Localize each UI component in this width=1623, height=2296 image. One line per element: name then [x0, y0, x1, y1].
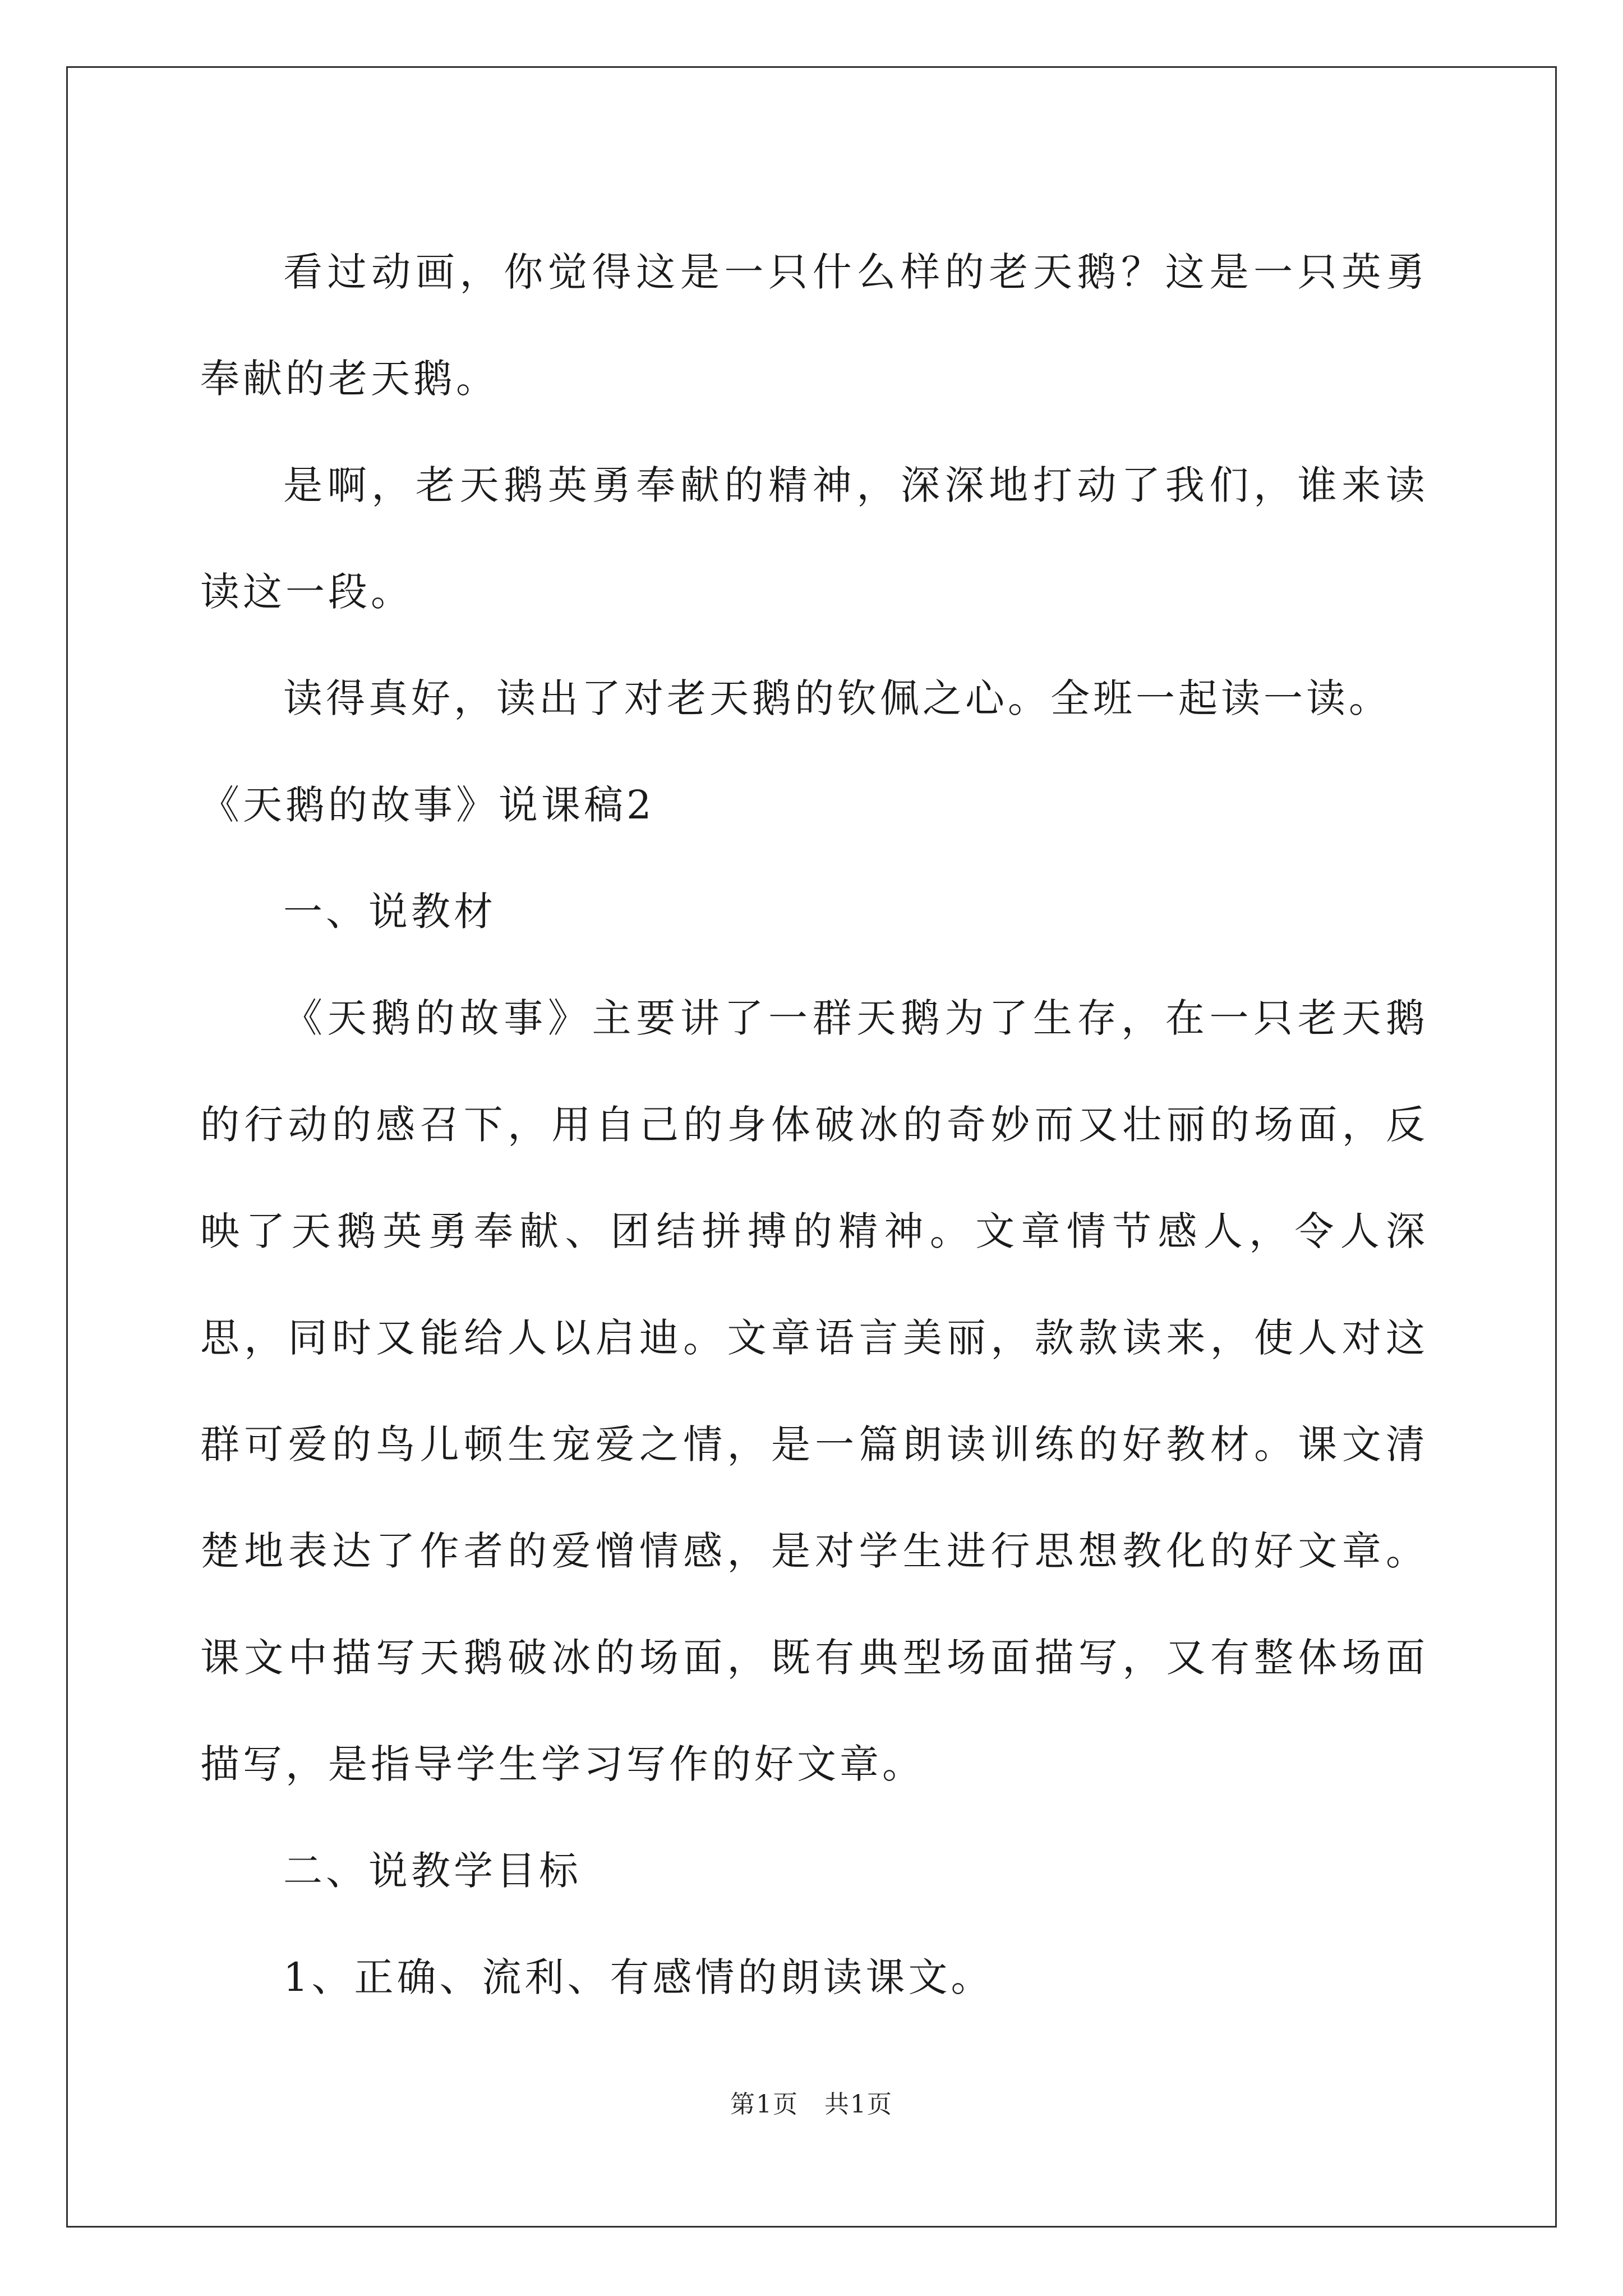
- goal-item-1: 1、正确、流利、有感情的朗读课文。: [283, 1954, 994, 2000]
- paragraph-1: 看过动画，你觉得这是一只什么样的老天鹅？这是一只英勇奉献的老天鹅。: [200, 249, 1428, 402]
- section-title: 《天鹅的故事》说课稿2: [200, 782, 655, 828]
- heading-teaching-goals: 二、说教学目标: [283, 1848, 582, 1894]
- document-body: [200, 219, 1428, 2031]
- heading-teaching-material: 一、说教材: [283, 889, 496, 935]
- paragraph-2: 是啊，老天鹅英勇奉献的精神，深深地打动了我们，谁来读读这一段。: [200, 462, 1428, 615]
- paragraph-teaching-material: 《天鹅的故事》主要讲了一群天鹅为了生存，在一只老天鹅的行动的感召下，用自己的身体破冰的奇妙而又壮丽的场面，反映了天鹅英勇奉献、团结拼搏的精神。文章情节感人，令人深思，同时又能给人以启迪。文章语言美丽，款款读来，使人对这群可爱的鸟儿顿生宠爱之情，是一篇朗读训练的好教材。课文清楚地表达了作者的爱憎情感，是对学生进行思想教化的好文章。课文中描写天鹅破冰的场面，既有典型场面描写，又有整体场面描写，是指导学生学习写作的好文章。: [200, 995, 1428, 1787]
- page-number-footer: 第1页 共1页: [730, 2090, 893, 2119]
- paragraph-3: 读得真好，读出了对老天鹅的钦佩之心。全班一起读一读。: [283, 675, 1391, 721]
